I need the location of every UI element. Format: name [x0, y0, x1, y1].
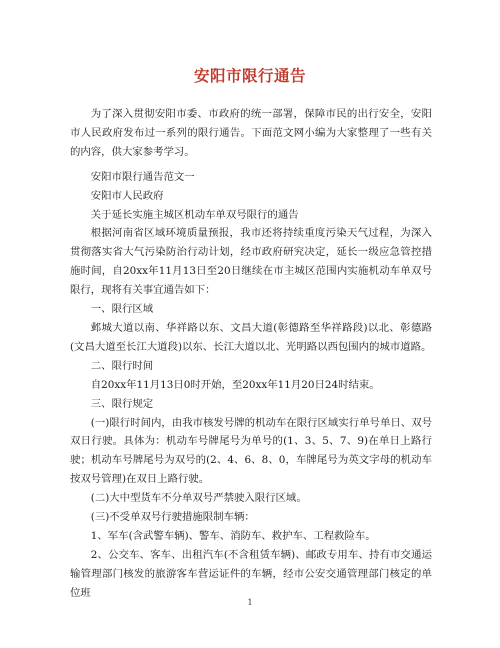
- paragraph-intro: 为了深入贯彻安阳市委、市政府的统一部署，保障市民的出行安全，安阳市人民政府发布过一系列的限行通告。下面范文网小编为大家整理了一些有关的内容，供大家参考学习。: [70, 108, 432, 158]
- paragraph-issuer: 安阳市人民政府: [90, 189, 164, 202]
- paragraph-exempt-two: 2、公交车、客车、出租汽车(不含租赁车辆)、邮政专用车、持有市交通运输管理部门核发的旅游客车营运证件的车辆，经市公安交通管理部门核定的单位班: [70, 548, 432, 599]
- paragraph-rule-two: (二)大中型货车不分单双号严禁驶入限行区域。: [90, 492, 307, 505]
- paragraph-notice-title: 关于延长实施主城区机动车单双号限行的通告: [90, 208, 299, 221]
- paragraph-rule-one: (一)限行时间内，由我市核发号牌的机动车在限行区域实行单号单日、双号双日行驶。具体为：机动车号牌尾号为单号的(1、3、5、7、9)在单日上路行驶；机动车号牌尾号为双号的(2、4、6、8、0，车牌尾号为英文字母的机动车按双号管理)在双日上路行驶。: [70, 416, 432, 486]
- document-body: [70, 105, 432, 603]
- paragraph-rule-three: (三)不受单双号行驶措施限制车辆：: [90, 511, 255, 524]
- paragraph-exempt-one: 1、军车(含武警车辆)、警车、消防车、救护车、工程救险车。: [90, 529, 376, 542]
- document-title: 安阳市限行通告: [193, 66, 306, 85]
- paragraph-time-details: 自20xx年11月13日0时开始，至20xx年11月20日24时结束。: [90, 378, 380, 391]
- paragraph-area-details: 邺城大道以南、华祥路以东、文昌大道(彰德路至华祥路段)以北、彰德路(文昌大道至长江大道段)以东、长江大道以北、光明路以西包围内的城市道路。: [70, 321, 432, 353]
- paragraph-section-rules: 三、限行规定: [90, 397, 154, 410]
- paragraph-section-time: 二、限行时间: [90, 359, 154, 372]
- paragraph-sample-heading: 安阳市限行通告范文一: [90, 170, 195, 183]
- paragraph-notice-body: 根据河南省区域环境质量预报，我市还将持续重度污染天气过程，为深入贯彻落实省大气污染防治行动计划，经市政府研究决定，延长一级应急管控措施时间，自20xx年11月13日至20日继续在市主城区范围内实施机动车单双号限行，现将有关事宜通告如下：: [70, 227, 432, 297]
- page-number: 1: [247, 598, 253, 607]
- paragraph-section-area: 一、限行区域: [90, 303, 154, 316]
